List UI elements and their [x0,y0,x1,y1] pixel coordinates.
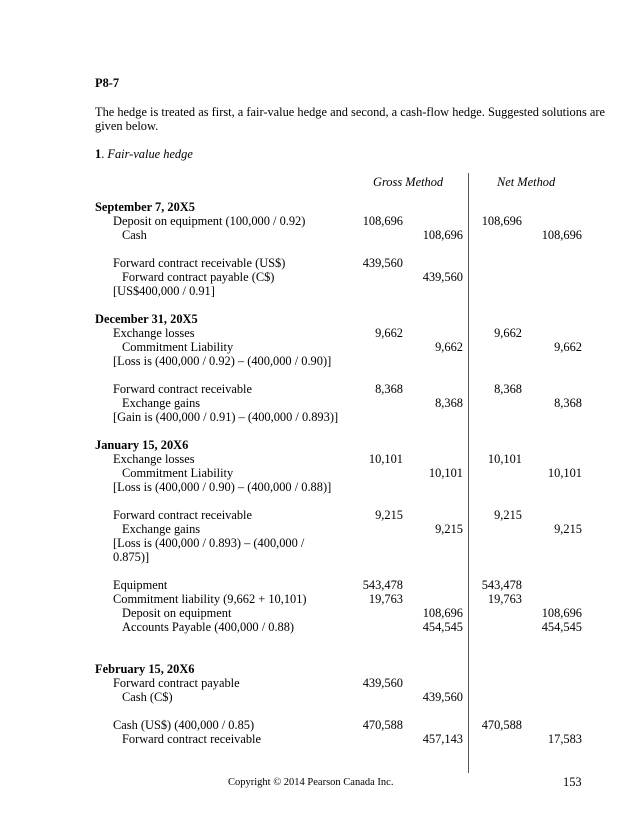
net-debit-amount: 108,696 [481,214,522,228]
intro-line-1: The hedge is treated as first, a fair-value hedge and second, a cash-flow hedge. Suggested solutions are [95,105,605,119]
entry-note: [US$400,000 / 0.91] [113,284,215,298]
net-credit-amount: 108,696 [541,228,582,242]
gross-credit-amount: 108,696 [422,228,463,242]
gross-debit-amount: 8,368 [375,382,403,396]
problem-id: P8-7 [95,76,120,90]
entry-date: December 31, 20X5 [95,312,198,326]
net-credit-amount: 9,215 [554,522,582,536]
footer-copyright: Copyright © 2014 Pearson Canada Inc. [228,777,394,788]
gross-debit-amount: 108,696 [362,214,403,228]
debit-account: Cash (US$) (400,000 / 0.85) [113,718,255,732]
entry-note: [Loss is (400,000 / 0.893) – (400,000 / [113,536,305,550]
gross-debit-amount: 470,588 [362,718,403,732]
net-debit-amount: 8,368 [494,382,522,396]
net-credit-amount: 17,583 [547,732,582,746]
intro-line-2: given below. [95,119,159,133]
gross-debit-amount: 9,215 [375,508,403,522]
column-header-net: Net Method [497,175,556,189]
debit-account: Exchange losses [113,326,195,340]
debit-account: Forward contract receivable [113,382,252,396]
credit-account: Forward contract receivable [122,732,261,746]
credit-account: Exchange gains [122,522,201,536]
section-title: Fair-value hedge [107,147,193,161]
debit-account: Forward contract receivable [113,508,252,522]
gross-credit-amount: 10,101 [428,466,463,480]
footer-page-number: 153 [563,775,582,789]
entry-note: [Loss is (400,000 / 0.92) – (400,000 / 0.90)] [113,354,332,368]
gross-credit-amount: 9,662 [435,340,463,354]
entry-note: [Loss is (400,000 / 0.90) – (400,000 / 0.88)] [113,480,332,494]
gross-credit-amount: 8,368 [435,396,463,410]
section-heading: 1. Fair-value hedge [95,147,193,161]
gross-credit-amount: 439,560 [422,270,463,284]
credit-account: Cash (C$) [122,690,173,704]
net-debit-amount: 9,215 [494,508,522,522]
gross-credit-amount: 108,696 [422,606,463,620]
entry-note: [Gain is (400,000 / 0.91) – (400,000 / 0.893)] [113,410,339,424]
gross-debit-amount: 439,560 [362,256,403,270]
gross-credit-amount: 454,545 [422,620,463,634]
net-credit-amount: 9,662 [554,340,582,354]
net-credit-amount: 454,545 [541,620,582,634]
net-credit-amount: 10,101 [547,466,582,480]
net-debit-amount: 9,662 [494,326,522,340]
debit-account: Equipment [113,578,168,592]
entry-date: September 7, 20X5 [95,200,195,214]
entry-date: January 15, 20X6 [95,438,189,452]
debit-account: Forward contract payable [113,676,240,690]
gross-debit-amount: 439,560 [362,676,403,690]
net-debit-amount: 470,588 [481,718,522,732]
entry-note: 0.875)] [113,550,150,564]
column-header-gross: Gross Method [373,175,444,189]
credit-account: Commitment Liability [122,340,234,354]
debit-account: Deposit on equipment (100,000 / 0.92) [113,214,306,228]
column-divider [468,173,469,773]
debit-account: Exchange losses [113,452,195,466]
net-debit-amount: 543,478 [481,578,522,592]
credit-account: Commitment Liability [122,466,234,480]
debit-account: Forward contract receivable (US$) [113,256,286,270]
credit-account: Exchange gains [122,396,201,410]
net-debit-amount: 10,101 [487,452,522,466]
gross-debit-amount: 10,101 [368,452,403,466]
credit-account: Deposit on equipment [122,606,232,620]
net-debit-amount: 19,763 [487,592,522,606]
gross-credit-amount: 457,143 [422,732,463,746]
credit-account: Cash [122,228,147,242]
section-number: 1 [95,147,102,161]
gross-debit-amount: 543,478 [362,578,403,592]
entry-date: February 15, 20X6 [95,662,195,676]
gross-debit-amount: 9,662 [375,326,403,340]
debit-account: Commitment liability (9,662 + 10,101) [113,592,307,606]
gross-credit-amount: 9,215 [435,522,463,536]
gross-credit-amount: 439,560 [422,690,463,704]
credit-account: Accounts Payable (400,000 / 0.88) [122,620,295,634]
net-credit-amount: 8,368 [554,396,582,410]
net-credit-amount: 108,696 [541,606,582,620]
gross-debit-amount: 19,763 [368,592,403,606]
credit-account: Forward contract payable (C$) [122,270,275,284]
